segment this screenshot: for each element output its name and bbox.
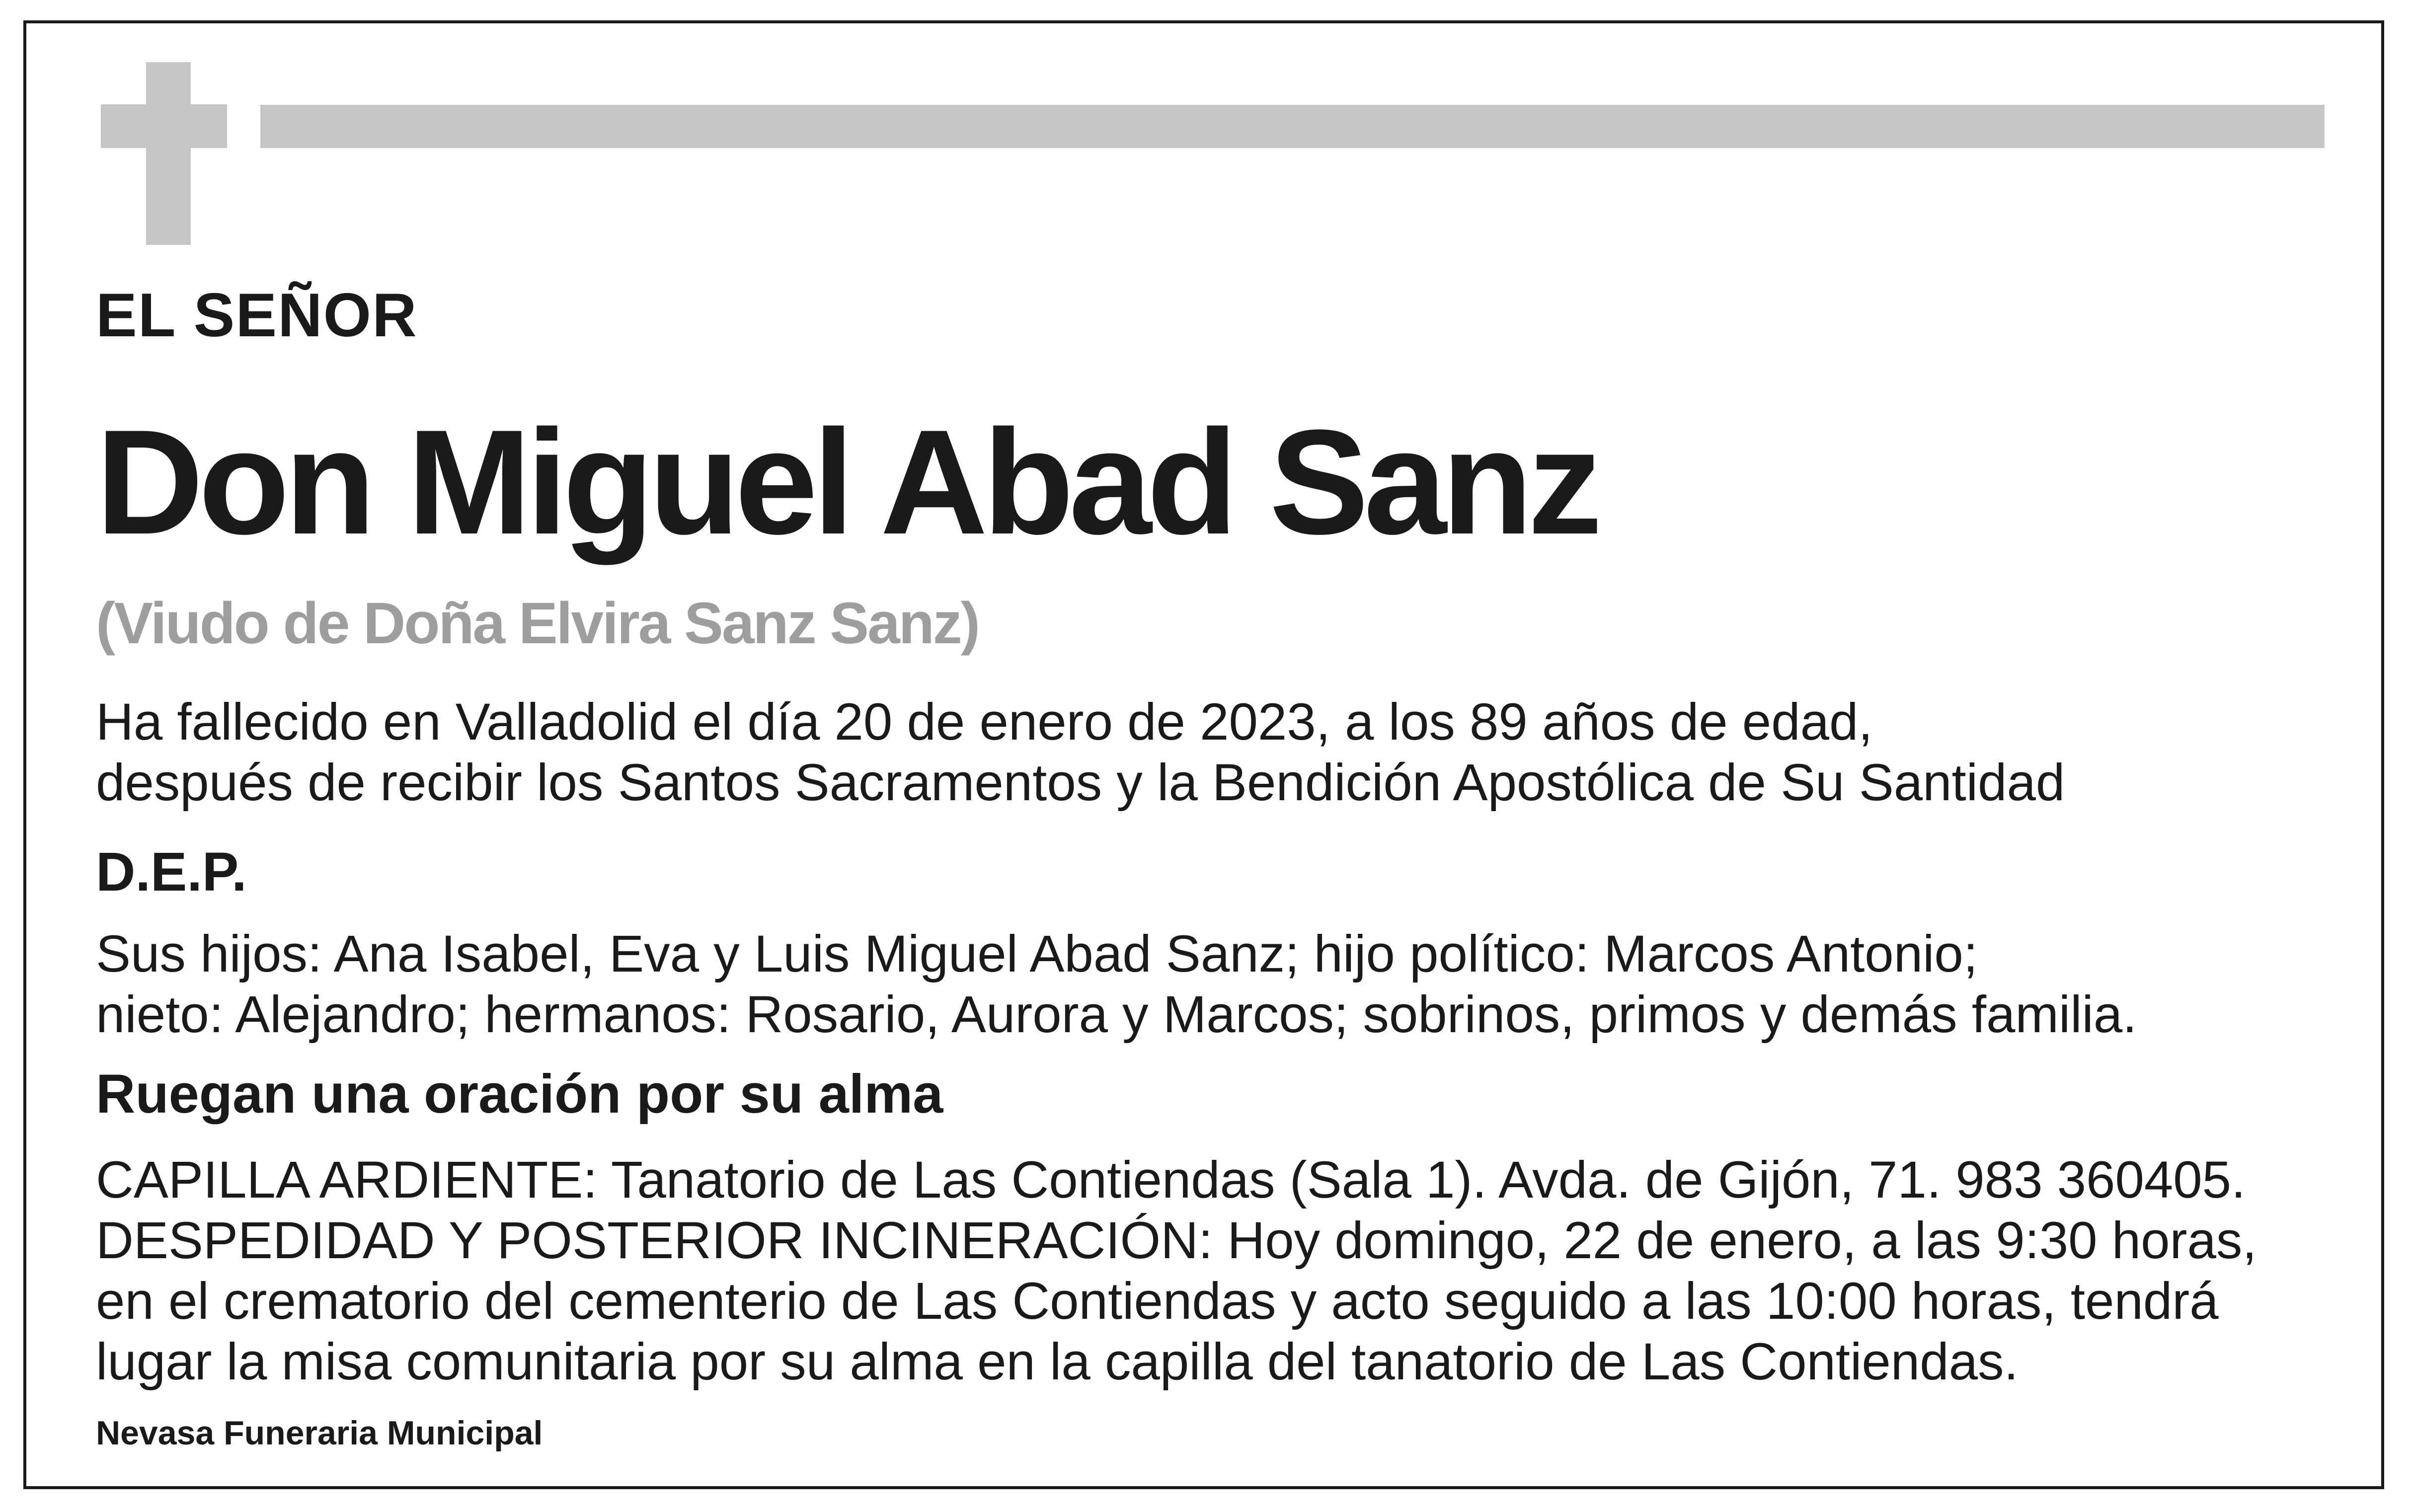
family-paragraph-line: nieto: Alejandro; hermanos: Rosario, Aurora y Marcos; sobrinos, primos y demás familia. (96, 985, 2137, 1044)
prayer-request: Ruegan una oración por su alma (96, 1063, 943, 1125)
family-paragraph-line: Sus hijos: Ana Isabel, Eva y Luis Miguel Abad Sanz; hijo político: Marcos Antonio; (96, 925, 1978, 983)
cross-horizontal-bar (101, 104, 227, 148)
header-rule (260, 105, 2325, 148)
cross-vertical-bar (146, 62, 191, 245)
funeral-home-credit: Nevasa Funeraria Municipal (96, 1414, 543, 1452)
service-paragraph (96, 1150, 2257, 1392)
death-paragraph (96, 692, 2065, 813)
service-paragraph-line: DESPEDIDAD Y POSTERIOR INCINERACIÓN: Hoy domingo, 22 de enero, a las 9:30 horas, (96, 1211, 2257, 1270)
widow-of-line: (Viudo de Doña Elvira Sanz Sanz) (96, 591, 979, 656)
rip-label: D.E.P. (96, 841, 247, 903)
death-paragraph-line: Ha fallecido en Valladolid el día 20 de enero de 2023, a los 89 años de edad, (96, 693, 1873, 751)
service-paragraph-line: lugar la misa comunitaria por su alma en la capilla del tanatorio de Las Contiendas. (96, 1333, 2019, 1391)
notice-heading: EL SEÑOR (96, 281, 418, 350)
service-paragraph-line: CAPILLA ARDIENTE: Tanatorio de Las Contiendas (Sala 1). Avda. de Gijón, 71. 983 360405. (96, 1151, 2246, 1209)
death-paragraph-line: después de recibir los Santos Sacramentos y la Bendición Apostólica de Su Santidad (96, 754, 2065, 812)
service-paragraph-line: en el crematorio del cementerio de Las Contiendas y acto seguido a las 10:00 horas, tendrá (96, 1272, 2219, 1330)
deceased-name: Don Miguel Abad Sanz (96, 398, 1598, 565)
family-paragraph (96, 924, 2137, 1045)
